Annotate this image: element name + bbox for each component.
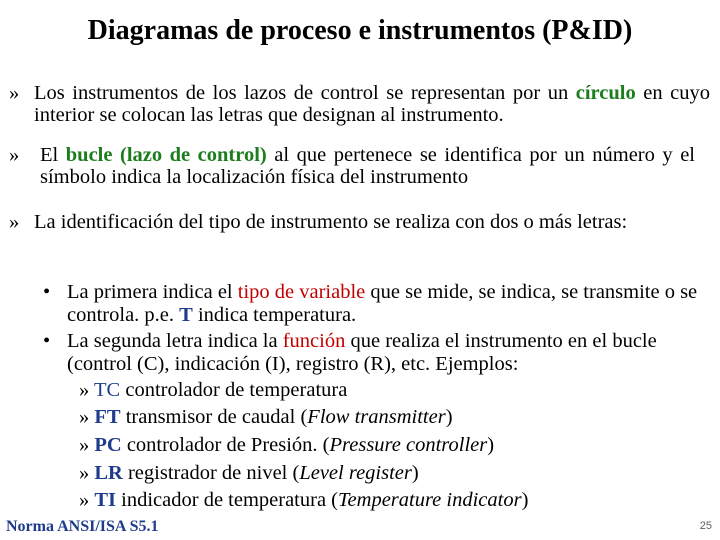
example-close: ) [521, 489, 529, 511]
paragraph-marker: » [9, 82, 20, 104]
example-item [79, 489, 528, 512]
footer-standard: Norma ANSI/ISA S5.1 [6, 518, 159, 535]
code-letter: T [179, 304, 193, 326]
example-item [79, 406, 453, 429]
paragraph-text: en cuyo interior se colocan las letras que designan al instrumento. [34, 82, 710, 126]
bullet-dot: • [43, 330, 51, 352]
example-marker: » [79, 379, 90, 401]
bullet-dot: • [43, 281, 51, 303]
slide-title: Diagramas de proceso e instrumentos (P&ID) [87, 15, 633, 46]
example-close: ) [411, 462, 419, 484]
example-marker: » [79, 434, 90, 456]
example-text: controlador de temperatura [120, 379, 348, 401]
bullet-text: La segunda letra indica la [67, 330, 283, 352]
paragraph-text: El [40, 144, 66, 166]
example-text: controlador de Presión. ( [121, 434, 330, 456]
example-item [79, 379, 347, 402]
highlight-circulo: círculo [575, 82, 636, 104]
example-text: transmisor de caudal ( [120, 406, 308, 428]
example-english: Pressure controller [329, 434, 488, 456]
paragraph-text: Los instrumentos de los lazos de control se representan por un [34, 82, 576, 104]
paragraph-marker: » [9, 211, 20, 233]
example-english: Level register [299, 462, 412, 484]
example-item [79, 462, 419, 485]
example-item [79, 434, 494, 457]
example-text: registrador de nivel ( [122, 462, 300, 484]
paragraph-text: al que pertenece se identifica por un número y el símbolo indica la localización física del instrumento [40, 144, 695, 188]
example-close: ) [445, 406, 453, 428]
example-code: FT [94, 406, 121, 428]
bullet-text: que se mide, se indica, se transmite o se controla. p.e. [67, 281, 698, 326]
example-text: indicador de temperatura ( [116, 489, 339, 511]
example-close: ) [487, 434, 495, 456]
bullet-text: La primera indica el [67, 281, 238, 303]
highlight-funcion: función [282, 330, 346, 352]
highlight-tipo-de-variable: tipo de variable [237, 281, 366, 303]
page-number: 25 [699, 520, 712, 532]
bullet-text: indica temperatura. [192, 304, 357, 326]
bullet-text: que realiza el instrumento en el bucle (control (C), indicación (I), registro (R), etc. Ejemplos: [67, 330, 657, 375]
example-marker: » [79, 406, 90, 428]
example-code: TC [94, 379, 121, 401]
example-marker: » [79, 462, 90, 484]
example-english: Flow transmitter [307, 406, 446, 428]
paragraph-text: La identificación del tipo de instrumento se realiza con dos o más letras: [34, 211, 628, 233]
paragraph-marker: » [9, 144, 20, 166]
highlight-bucle: bucle (lazo de control) [65, 144, 267, 166]
example-code: PC [94, 434, 122, 456]
example-marker: » [79, 489, 90, 511]
example-code: TI [94, 489, 117, 511]
example-code: LR [94, 462, 123, 484]
example-english: Temperature indicator [338, 489, 522, 511]
